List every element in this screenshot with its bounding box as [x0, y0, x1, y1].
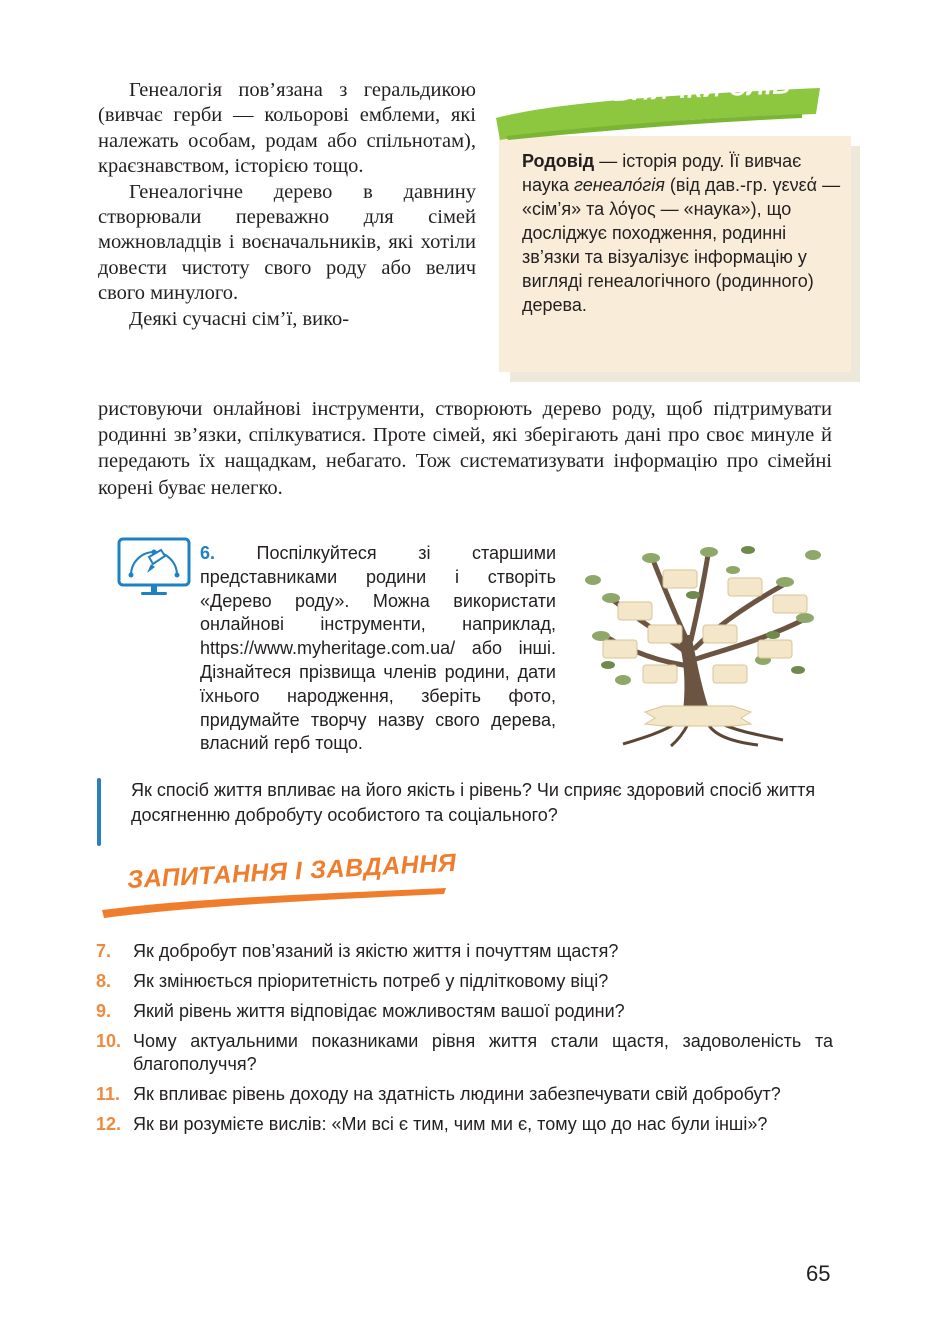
vocab-def-part2: (від дав.-гр. γενεά — «сім’я» та λόγος — «наука»), що досліджує походження, родинні зв’язки та візуалізує інформацію у вигляді генеалогічного (родинного) дерева. [522, 175, 841, 315]
paragraph-tree-history: Генеалогічне дерево в давнину створювали переважно для сімей можновладців і воєначальників, які хотіли довести чистоту свого роду або велич свого минулого. [98, 180, 476, 305]
vocab-def-part1: — історія роду. Її вивчає наука [522, 151, 802, 195]
question-number: 7. [96, 941, 112, 961]
question-text: Який рівень життя відповідає можливостям вашої родини? [133, 1001, 625, 1021]
paragraph-modern-start: Деякі сучасні сім’ї, вико- [129, 307, 350, 330]
vocab-title: ДО СКАРБНИЧКИ СЛІВ [496, 71, 792, 113]
question-text: Як впливає рівень доходу на здатність людини забезпечувати свій добробут? [133, 1084, 781, 1104]
intro-text [98, 78, 476, 332]
vocab-term: Родовід [522, 151, 595, 171]
paragraph-genealogy: Генеалогія пов’язана з геральдикою (вивчає герби — кольорові емблеми, які належать особам, родам або спільнотам), краєзнавством, історією тощо. [98, 79, 476, 178]
question-accent-bar [97, 778, 101, 846]
question-number: 8. [96, 971, 112, 991]
question-number: 9. [96, 1001, 112, 1021]
list-item [96, 1113, 833, 1136]
reflection-question: Як спосіб життя впливає на його якість і рівень? Чи сприяє здоровий спосіб життя досягненню добробуту особистого та соціального? [131, 780, 816, 825]
question-number: 12. [96, 1114, 122, 1134]
task-6 [200, 542, 556, 756]
list-item [96, 970, 833, 993]
list-item [96, 1083, 833, 1106]
list-item [96, 940, 833, 963]
question-text: Як ви розумієте вислів: «Ми всі є тим, чим ми є, тому що до нас були інші»? [133, 1114, 768, 1134]
computer-monitor-icon [117, 537, 191, 599]
list-item [96, 1000, 833, 1023]
paragraph-modern-families [98, 396, 832, 501]
paragraph-modern-continued: ристовуючи онлайнові інструменти, створюють дерево роду, щоб підтримувати родинні зв’язки, спілкуватися. Проте сімей, які зберігають дані про своє минуле й передають їх нащадкам, небагато. Тож систематизувати інформацію про сімейні корені буває нелегко. [98, 398, 832, 499]
task-6-text: Поспілкуйтеся зі старшими представниками родини і створіть «Дерево роду». Можна використати онлайнові інструменти, наприклад, https://www.myheritage.com.ua/ або інші. Дізнайтеся прізвища членів родини, дати їхнього народження, зберіть фото, придумайте творчу назву свого дерева, власний герб тощо. [200, 543, 556, 754]
question-number: 11. [96, 1084, 121, 1104]
section-title: ЗАПИТАННЯ І ЗАВДАННЯ [126, 848, 458, 895]
question-text: Як змінюється пріоритетність потреб у підлітковому віці? [133, 971, 609, 991]
vocab-term-genealogy: генеало́гія [574, 175, 665, 195]
question-number: 10. [96, 1031, 122, 1051]
question-text: Як добробут пов’язаний із якістю життя і почуттям щастя? [133, 941, 619, 961]
page-number: 65 [806, 1261, 831, 1286]
question-text: Чому актуальними показниками рівня життя стали щастя, задоволеність та благополуччя? [133, 1031, 833, 1074]
task-6-number: 6. [200, 543, 216, 563]
vocab-definition [522, 149, 842, 317]
questions-list [96, 940, 833, 1143]
family-tree-illustration [583, 540, 828, 748]
list-item [96, 1030, 833, 1076]
